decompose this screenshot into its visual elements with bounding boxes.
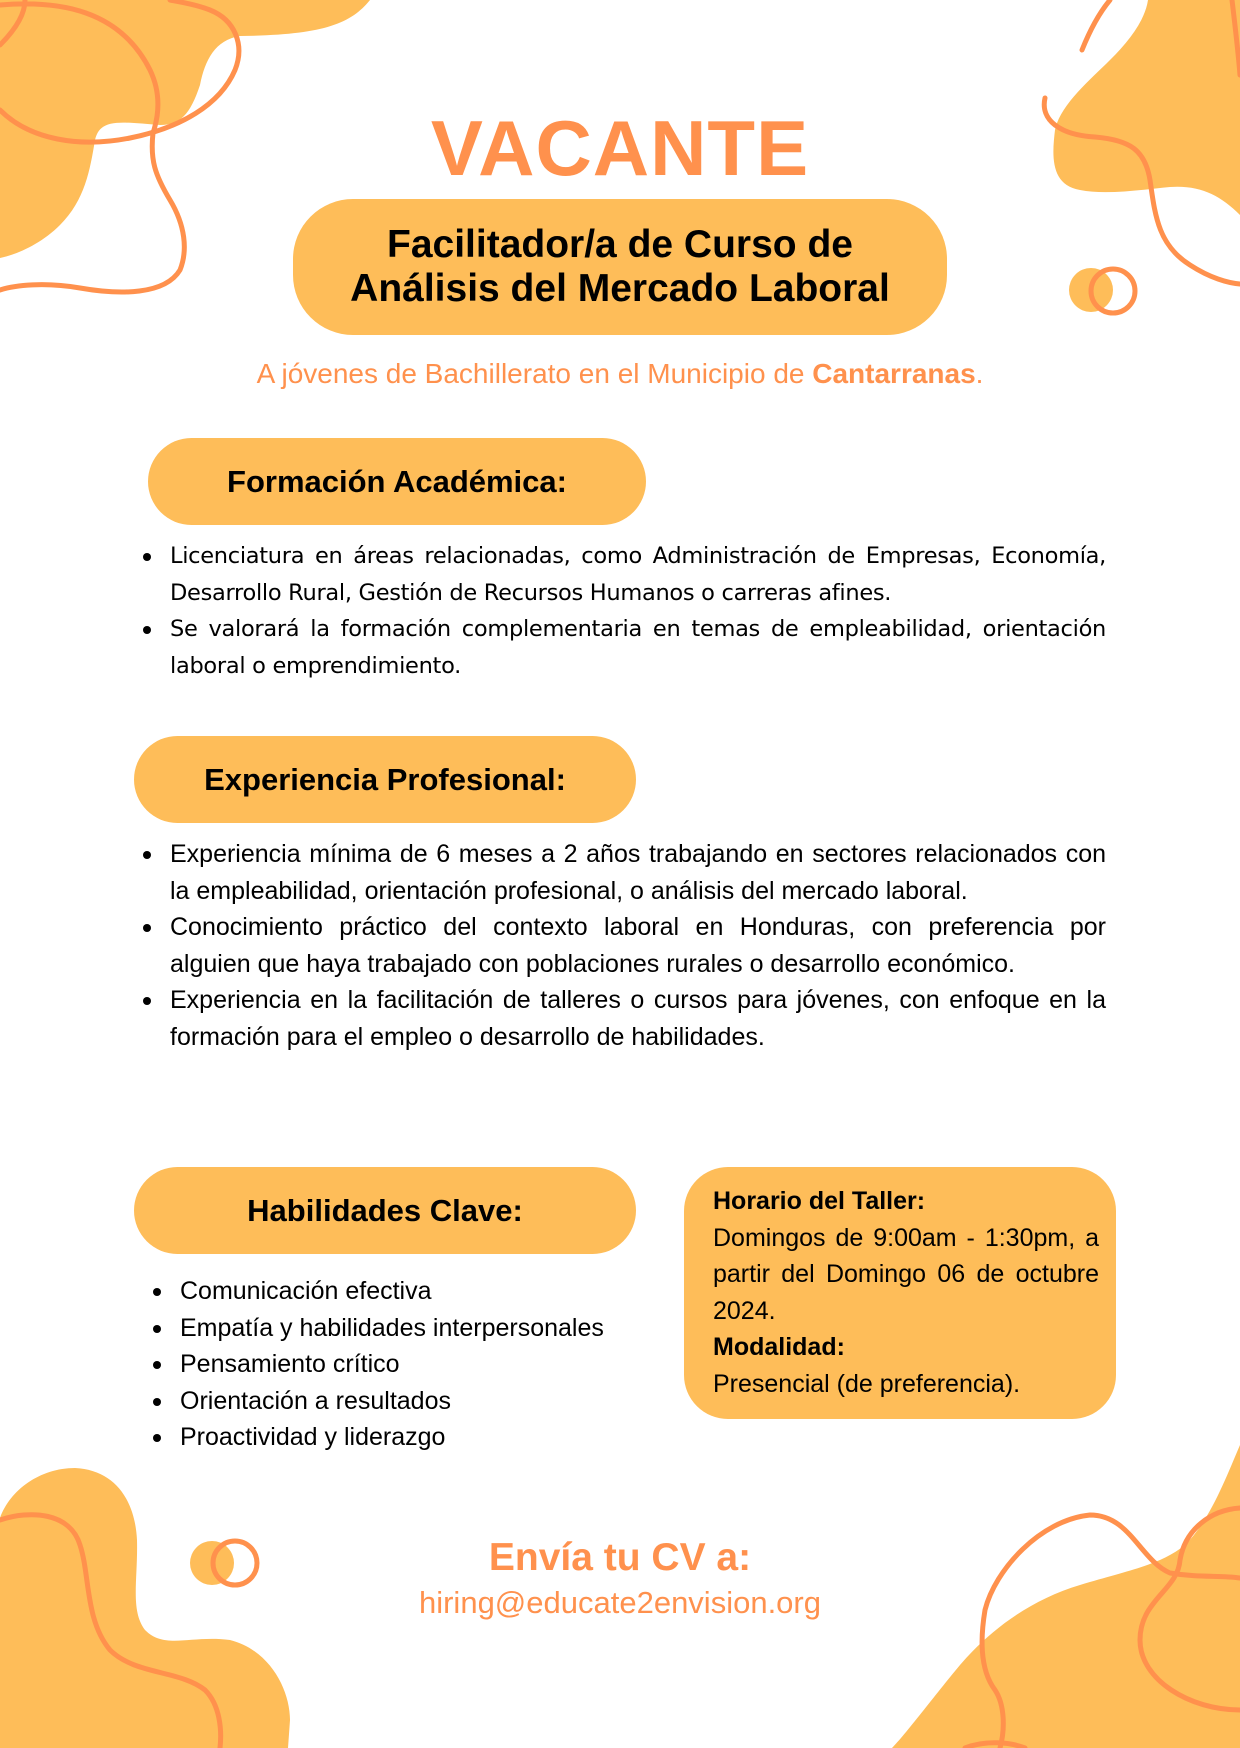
list-item: Experiencia en la facilitación de talleres o cursos para jóvenes, con enfoque en la formación para el empleo o desarrollo de habilidades. [134,982,1106,1055]
modality-text: Presencial (de preferencia). [713,1369,1021,1398]
modality-label: Modalidad: [713,1333,845,1361]
subtitle-prefix: A jóvenes de Bachillerato en el Municipio de [256,358,813,389]
subtitle-suffix: . [975,358,984,389]
section-heading-habilidades: Habilidades Clave: [134,1167,636,1254]
target-audience [0,356,1240,392]
list-item: Licenciatura en áreas relacionadas, como Administración de Empresas, Economía, Desarrollo Rural, Gestión de Recursos Humanos o carreras afines. [134,538,1106,611]
list-item: Se valorará la formación complementaria en temas de empleabilidad, orientación laboral o emprendimiento. [134,611,1106,684]
section-heading-experiencia: Experiencia Profesional: [134,736,636,823]
experiencia-list [134,836,1106,1055]
subtitle-place: Cantarranas [812,358,976,389]
position-title-pill [293,199,947,335]
contact-email-link[interactable]: hiring@educate2envision.org [418,1585,821,1620]
ring-circle-top-right [1091,269,1135,313]
section-heading-formacion: Formación Académica: [148,438,646,525]
list-item: Experiencia mínima de 6 meses a 2 años trabajando en sectores relacionados con la empleabilidad, orientación profesional, o análisis del mercado laboral. [134,836,1106,909]
list-item: Pensamiento crítico [144,1346,664,1383]
list-item: Conocimiento práctico del contexto laboral en Honduras, con preferencia por alguien que haya trabajado con poblaciones rurales o desarrollo económico. [134,909,1106,982]
schedule-info-box [684,1167,1116,1419]
schedule-text: Domingos de 9:00am - 1:30pm, a partir del Domingo 06 de octubre 2024. [713,1223,1099,1325]
list-item: Comunicación efectiva [144,1273,664,1310]
headline: VACANTE [430,104,810,192]
position-title-line1: Facilitador/a de Curso de [387,223,853,266]
position-title-line2: Análisis del Mercado Laboral [350,267,890,310]
list-item: Proactividad y liderazgo [144,1419,664,1456]
list-item: Orientación a resultados [144,1383,664,1420]
habilidades-list [144,1273,664,1456]
formacion-list [134,538,1106,684]
squiggle-top-right-2 [1232,0,1240,75]
squiggle-bottom-right-3 [965,1743,1025,1748]
schedule-label: Horario del Taller: [713,1187,926,1215]
cta-heading: Envía tu CV a: [488,1536,752,1579]
dot-circle-top-right [1069,268,1113,312]
list-item: Empatía y habilidades interpersonales [144,1310,664,1347]
